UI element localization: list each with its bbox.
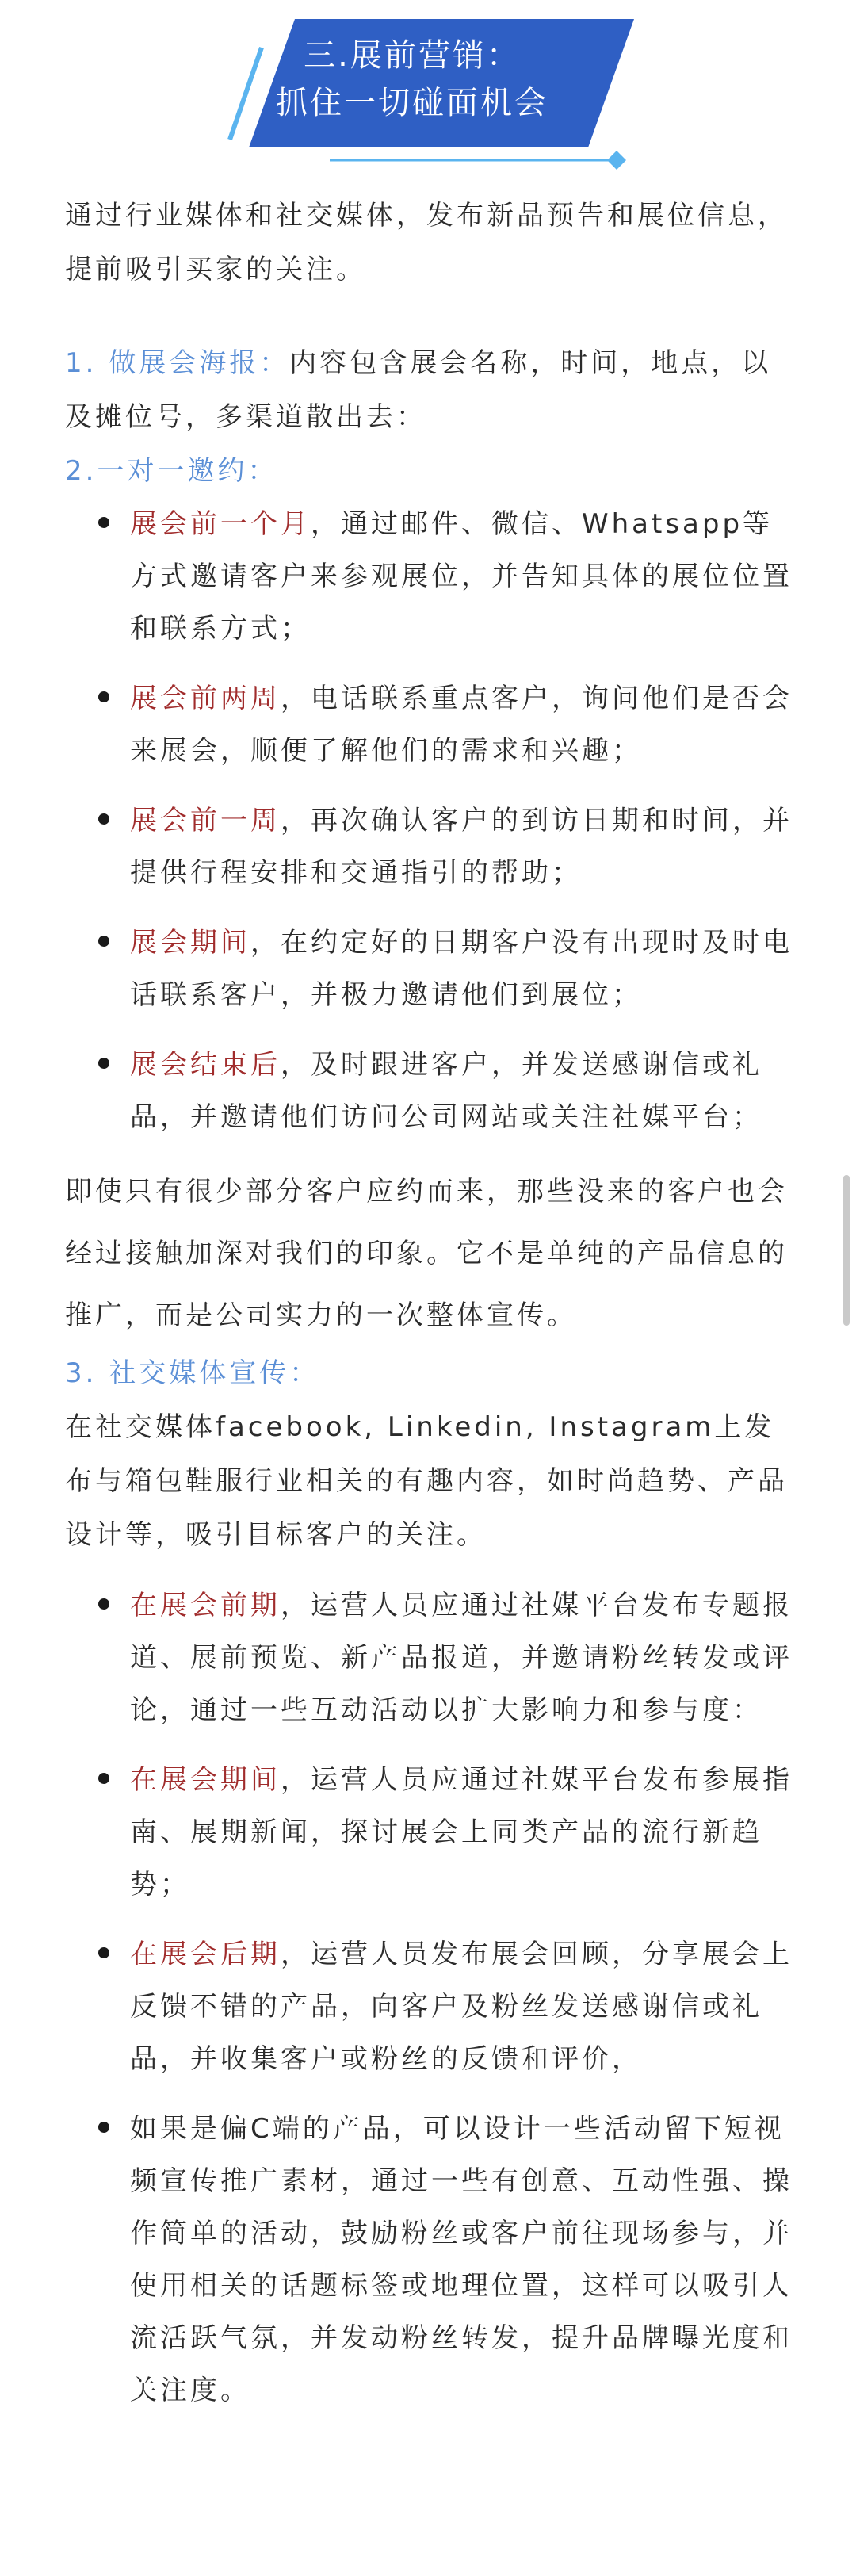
diamond-icon — [607, 151, 626, 170]
bullet-icon — [98, 2122, 109, 2133]
list-item-text: ，运营人员应通过社媒平台发布专题报道、展前预览、新产品报道，并邀请粉丝转发或评论，通过一些互动活动以扩大影响力和参与度： — [130, 1590, 793, 1726]
list-item — [65, 917, 793, 1021]
list-item — [65, 1579, 793, 1736]
bullet-icon — [98, 1058, 109, 1069]
list-item — [65, 1754, 793, 1911]
list-item-lead: 展会前一个月 — [130, 508, 311, 540]
article-body — [65, 189, 793, 2434]
section3-intro: 在社交媒体facebook, Linkedin, Instagram上发布与箱包鞋服行业相关的有趣内容，如时尚趋势、产品设计等，吸引目标客户的关注。 — [65, 1411, 788, 1551]
list-item-text: ，电话联系重点客户，询问他们是否会来展会，顺便了解他们的需求和兴趣； — [130, 683, 793, 767]
list-item-lead: 在展会后期 — [130, 1939, 281, 1970]
list-item-lead: 展会前两周 — [130, 683, 281, 714]
list-item-text: ，在约定好的日期客户没有出现时及时电话联系客户，并极力邀请他们到展位； — [130, 927, 793, 1011]
list-item-text: ，再次确认客户的到访日期和时间，并提供行程安排和交通指引的帮助； — [130, 805, 793, 889]
list-item — [65, 794, 793, 899]
section1-heading: 1. 做展会海报： — [65, 347, 290, 379]
list-item-text: ，通过邮件、微信、Whatsapp等方式邀请客户来参观展位，并告知具体的展位位置和联系方式； — [130, 508, 793, 645]
list-item-lead: 在展会期间 — [130, 1764, 281, 1796]
intro-paragraph: 通过行业媒体和社交媒体，发布新品预告和展位信息，提前吸引买家的关注。 — [65, 200, 788, 285]
list-item-lead: 展会前一周 — [130, 805, 281, 836]
list-item-lead: 展会结束后 — [130, 1049, 281, 1081]
list-item — [65, 672, 793, 777]
bullet-icon — [98, 517, 109, 528]
bullet-icon — [98, 1773, 109, 1784]
bullet-icon — [98, 1598, 109, 1610]
list-item-lead: 展会期间 — [130, 927, 250, 959]
section1-text: 内容包含展会名称，时间，地点，以及摊位号，多渠道散出去： — [65, 347, 772, 433]
banner-title-line2: 抓住一切碰面机会 — [276, 85, 548, 121]
section2-summary: 即使只有很少部分客户应约而来，那些没来的客户也会经过接触加深对我们的印象。它不是单纯的产品信息的推广，而是公司实力的一次整体宣传。 — [65, 1176, 788, 1331]
section2-heading: 2.一对一邀约： — [65, 455, 278, 487]
list-item-text: ，及时跟进客户，并发送感谢信或礼品，并邀请他们访问公司网站或关注社媒平台； — [130, 1049, 762, 1133]
scrollbar-thumb[interactable] — [843, 1175, 850, 1326]
section3-list — [65, 1579, 793, 2417]
list-item-text: 如果是偏C端的产品，可以设计一些活动留下短视频宣传推广素材，通过一些有创意、互动性强、操作简单的活动，鼓励粉丝或客户前往现场参与，并使用相关的话题标签或地理位置，这样可以吸引人流活跃气氛，并发动粉丝转发，提升品牌曝光度和关注度。 — [130, 2113, 793, 2406]
bullet-icon — [98, 1947, 109, 1958]
list-item — [65, 1928, 793, 2085]
bullet-icon — [98, 691, 109, 702]
list-item — [65, 498, 793, 655]
section2-list — [65, 498, 793, 1143]
banner-title-line1: 三.展前营销： — [304, 37, 521, 74]
banner-title — [230, 32, 594, 127]
section-banner — [0, 0, 856, 182]
list-item-text: ，运营人员发布展会回顾，分享展会上反馈不错的产品，向客户及粉丝发送感谢信或礼品，并收集客户或粉丝的反馈和评价， — [130, 1939, 793, 2075]
list-item — [65, 1039, 793, 1143]
list-item-text: ，运营人员应通过社媒平台发布参展指南、展期新闻，探讨展会上同类产品的流行新趋势； — [130, 1764, 793, 1900]
section3-heading: 3. 社交媒体宣传： — [65, 1357, 320, 1389]
section1-paragraph — [65, 336, 793, 444]
bullet-icon — [98, 936, 109, 947]
bullet-icon — [98, 813, 109, 825]
list-item — [65, 2103, 793, 2417]
list-item-lead: 在展会前期 — [130, 1590, 281, 1621]
